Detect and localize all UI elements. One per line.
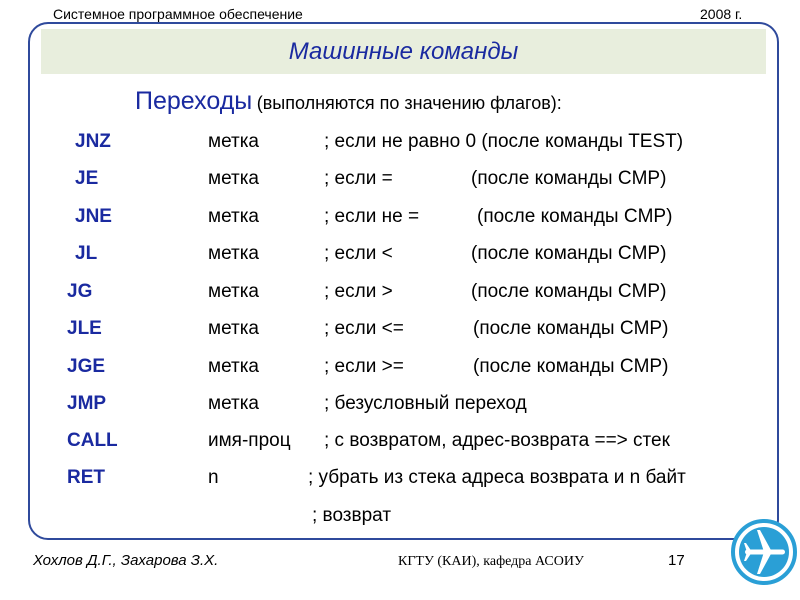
command-mnemonic: JMP (67, 393, 107, 414)
command-comment: ; если не = (324, 206, 420, 227)
header-year: 2008 г. (700, 6, 743, 22)
command-comment: ; если < (324, 243, 393, 264)
command-mnemonic: CALL (67, 430, 118, 451)
section-heading-note: (выполняются по значению флагов): (256, 93, 562, 113)
title-bar (41, 29, 766, 74)
command-note: (после команды CMP) (471, 281, 667, 302)
command-mnemonic: JGE (67, 356, 106, 377)
command-operand: метка (208, 131, 259, 152)
section-heading-main: Переходы (135, 87, 253, 115)
command-comment: ; если не равно 0 (после команды TEST) (324, 131, 684, 152)
command-mnemonic: JL (75, 243, 98, 264)
command-comment: ; если > (324, 281, 393, 302)
command-operand: метка (208, 168, 259, 189)
command-comment: ; безусловный переход (324, 393, 527, 414)
command-note: (после команды CMP) (473, 318, 669, 339)
command-operand: метка (208, 393, 259, 414)
footer-organization: КГТУ (КАИ), кафедра АСОИУ (398, 554, 584, 569)
command-note: (после команды CMP) (477, 206, 673, 227)
command-mnemonic: JE (75, 168, 99, 189)
command-mnemonic: JG (67, 281, 93, 302)
airplane-icon (730, 518, 798, 586)
command-row (0, 168, 760, 196)
command-operand: метка (208, 356, 259, 377)
command-operand: метка (208, 318, 259, 339)
command-mnemonic: JNE (75, 206, 112, 227)
slide-title: Машинные команды (288, 37, 519, 65)
command-comment: ; с возвратом, адрес-возврата ==> стек (324, 430, 670, 451)
command-comment: ; возврат (312, 505, 392, 526)
command-operand: имя-проц (208, 430, 291, 451)
command-row (0, 318, 760, 346)
command-row (0, 430, 760, 458)
command-row (0, 206, 760, 234)
command-row (0, 243, 760, 271)
command-note: (после команды CMP) (473, 356, 669, 377)
command-row-continuation (0, 505, 760, 533)
section-heading (135, 87, 562, 116)
command-note: (после команды CMP) (471, 168, 667, 189)
header-course-title: Системное программное обеспечение (53, 6, 303, 22)
command-operand: метка (208, 206, 259, 227)
command-operand: метка (208, 243, 259, 264)
footer-authors: Хохлов Д.Г., Захарова З.Х. (33, 552, 219, 569)
command-mnemonic: JLE (67, 318, 102, 339)
command-mnemonic: JNZ (75, 131, 111, 152)
command-operand: метка (208, 281, 259, 302)
command-mnemonic: RET (67, 467, 105, 488)
command-note: (после команды CMP) (471, 243, 667, 264)
command-operand: n (208, 467, 219, 488)
command-row (0, 131, 760, 159)
command-comment: ; если = (324, 168, 393, 189)
command-row (0, 467, 760, 495)
command-row (0, 393, 760, 421)
page-number: 17 (668, 552, 685, 569)
command-row (0, 356, 760, 384)
command-comment: ; если <= (324, 318, 404, 339)
command-row (0, 281, 760, 309)
command-comment: ; если >= (324, 356, 404, 377)
command-comment: ; убрать из стека адреса возврата и n байт (308, 467, 686, 488)
